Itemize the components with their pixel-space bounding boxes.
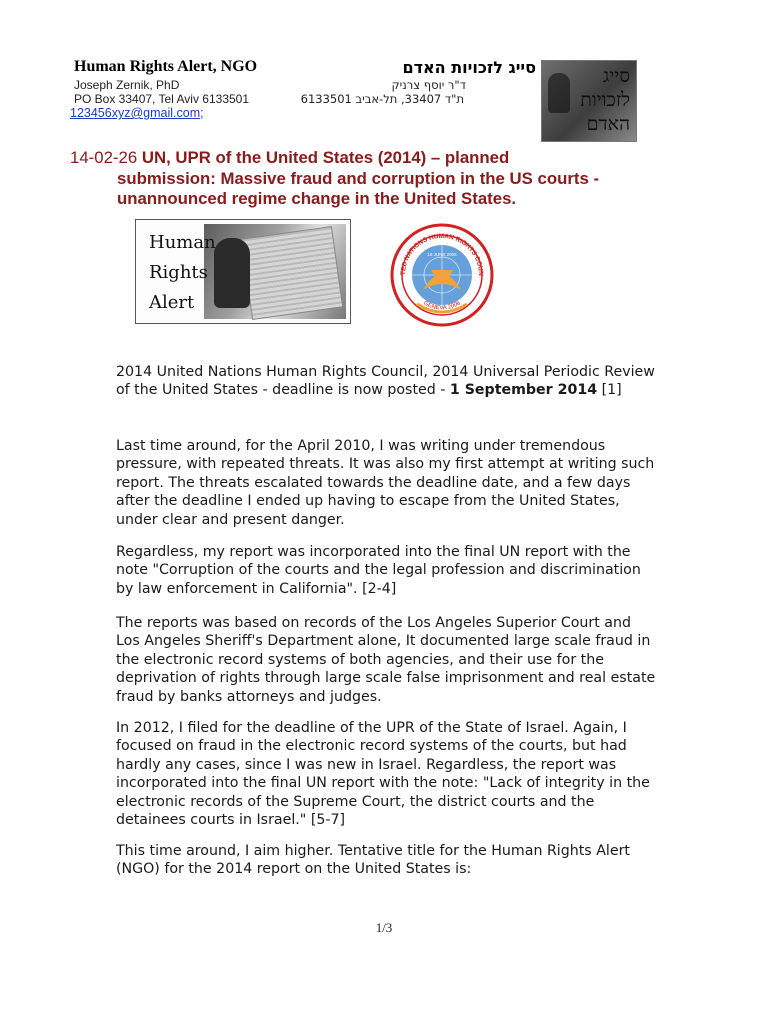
body-paragraph-1 [116, 437, 656, 529]
hra-logo-photo [204, 224, 346, 319]
body-paragraph-5 [116, 842, 656, 879]
article-subheading [116, 363, 656, 400]
article-title [70, 148, 650, 210]
title-line-1: UN, UPR of the United States (2014) – planned [141, 148, 510, 167]
un-logo-date: 19 JUNE 2006 [427, 252, 457, 257]
paragraph-text: The reports was based on records of the Los Angeles Superior Court and Los Angeles Sheriff's Department alone, It documented large scale fraud in the electronic record systems of both agencies, and their use for the deprivation of rights through large scale false imprisonment and real estate fraud by banks attorneys and judges. [116, 615, 656, 705]
email-line [70, 106, 204, 120]
logo-figure [548, 73, 570, 113]
hra-logo-word-3: Alert [149, 292, 195, 313]
hra-logo-word-1: Human [149, 232, 216, 253]
un-logo-place: GENEVA 2006 [422, 300, 462, 312]
un-hrc-logo [387, 220, 497, 330]
subhead-deadline: 1 September 2014 [449, 382, 598, 399]
un-logo-text: TED NATIONS HUMAN RIGHTS COUN [399, 232, 485, 277]
body-paragraph-3 [116, 614, 656, 706]
paragraph-text: This time around, I aim higher. Tentative title for the Human Rights Alert (NGO) for the 2014 report on the United States is: [116, 843, 630, 878]
subhead-ref: [1] [597, 382, 622, 399]
person-name-he: ד"ר יוסף צרניק [391, 78, 466, 92]
subhead-text: 2014 United Nations Human Rights Council, 2014 Universal Periodic Review of the United States - deadline is now posted - [116, 364, 655, 399]
un-hrc-logo-graphic [387, 220, 497, 330]
hra-hebrew-logo [541, 60, 637, 142]
body-paragraph-2 [116, 543, 656, 598]
logo-line-3: האדם [586, 113, 630, 135]
hra-logo-image [135, 219, 351, 324]
email-suffix: ; [200, 106, 204, 120]
document-graphic [241, 226, 344, 320]
address-en: PO Box 33407, Tel Aviv 6133501 [74, 92, 250, 106]
logo-line-1: סייג [602, 65, 630, 87]
person-name-en: Joseph Zernik, PhD [74, 78, 180, 92]
org-name-en: Human Rights Alert, NGO [74, 58, 258, 75]
hra-logo-word-2: Rights [149, 262, 208, 283]
title-line-2: submission: Massive fraud and corruption in the US courts - [117, 168, 600, 188]
body-paragraph-4 [116, 719, 656, 829]
person-silhouette [214, 238, 250, 308]
org-name-he: סייג לזכויות האדם [402, 58, 536, 77]
paragraph-text: Last time around, for the April 2010, I was writing under tremendous pressure, with repeated threats. It was also my first attempt at writing such report. The threats escalated towards the deadline date, and a few days after the deadline I ended up having to escape from the United States, under clear and present danger. [116, 438, 655, 528]
page-number: 1/3 [375, 920, 393, 935]
address-he: ת"ד 33407, תל-אביב 6133501 [300, 92, 464, 106]
article-date: 14-02-26 [70, 148, 138, 167]
title-line-3: unannounced regime change in the United States. [117, 189, 517, 208]
paragraph-text: Regardless, my report was incorporated into the final UN report with the note "Corruption of the courts and the legal profession and discrimination by law enforcement in California". [2-4] [116, 544, 641, 597]
logo-line-2: לזכויות [580, 89, 630, 111]
paragraph-text: In 2012, I filed for the deadline of the UPR of the State of Israel. Again, I focused on fraud in the electronic record systems of the courts, but had hardly any cases, since I was new in Israel. Regardless, the report was incorporated into the final UN report with the note: "Lack of integrity in the electronic records of the Supreme Court, the district courts and the detainees courts in Israel." [5-7] [116, 720, 650, 829]
email-link[interactable]: 123456xyz@gmail.com [70, 106, 201, 120]
